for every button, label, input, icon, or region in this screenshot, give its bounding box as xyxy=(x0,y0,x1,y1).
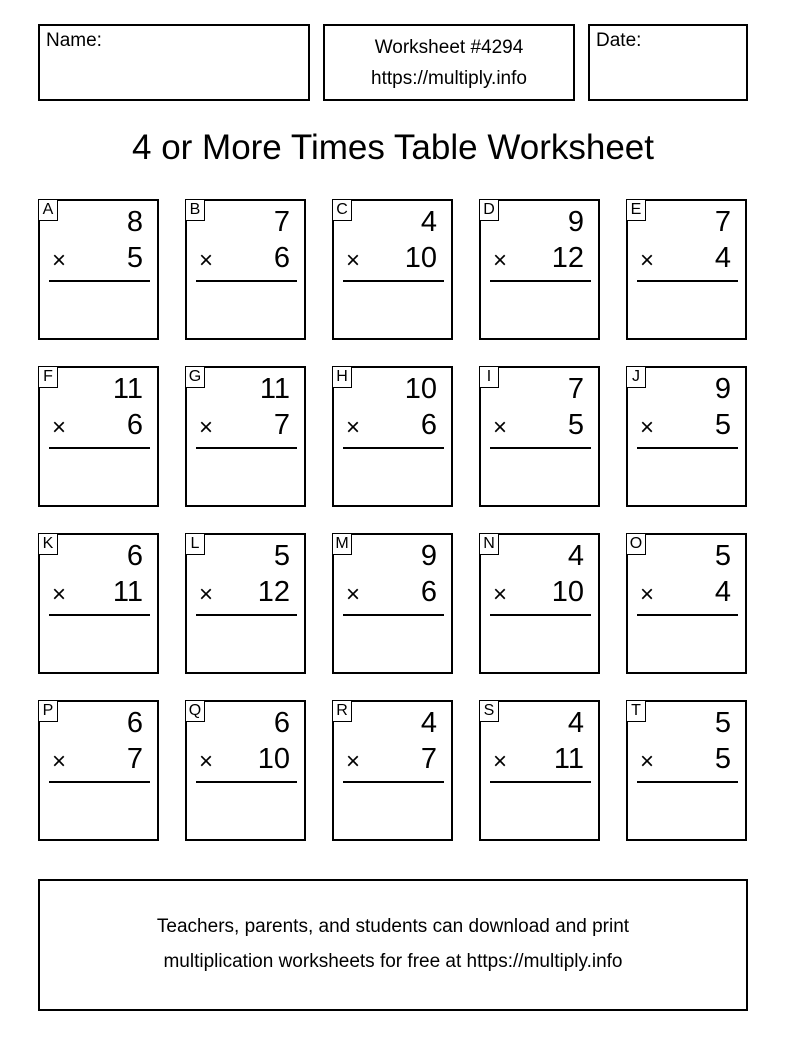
problem-multiplier: 5 xyxy=(126,242,143,274)
problem-letter: H xyxy=(332,366,352,388)
problem-multiplier: 10 xyxy=(551,576,584,608)
problem-letter: R xyxy=(332,700,352,722)
problem-multiplicand: 11 xyxy=(259,373,290,405)
multiply-sign: × xyxy=(346,247,361,274)
multiply-sign: × xyxy=(640,748,655,775)
answer-line xyxy=(49,614,150,616)
problem-multiplier: 10 xyxy=(257,743,290,775)
problem-letter: L xyxy=(185,533,205,555)
problem-card xyxy=(185,533,306,674)
problem-card xyxy=(332,366,453,507)
problem-letter: C xyxy=(332,199,352,221)
problem-letter: O xyxy=(626,533,646,555)
problem-multiplicand: 9 xyxy=(714,373,731,405)
multiply-sign: × xyxy=(52,247,67,274)
problem-letter: F xyxy=(38,366,58,388)
problem-multiplicand: 9 xyxy=(420,540,437,572)
multiply-sign: × xyxy=(493,414,508,441)
footer-text-line-2: multiplication worksheets for free at https://multiply.info xyxy=(163,951,623,972)
answer-line xyxy=(490,280,591,282)
problem-letter: G xyxy=(185,366,205,388)
answer-line xyxy=(637,781,738,783)
answer-line xyxy=(196,447,297,449)
problem-multiplicand: 7 xyxy=(714,206,731,238)
problem-card xyxy=(185,700,306,841)
footer-box xyxy=(38,879,748,1011)
answer-line xyxy=(49,447,150,449)
problem-card xyxy=(626,700,747,841)
worksheet-url: https://multiply.info xyxy=(371,68,527,89)
problem-card xyxy=(479,366,600,507)
multiply-sign: × xyxy=(640,581,655,608)
multiply-sign: × xyxy=(199,748,214,775)
worksheet-id: Worksheet #4294 xyxy=(374,37,524,58)
problem-multiplicand: 4 xyxy=(420,206,437,238)
answer-line xyxy=(343,781,444,783)
problem-multiplicand: 10 xyxy=(404,373,437,405)
problem-multiplier: 11 xyxy=(553,743,584,775)
problem-multiplicand: 6 xyxy=(126,707,143,739)
answer-line xyxy=(343,280,444,282)
problem-letter: A xyxy=(38,199,58,221)
multiply-sign: × xyxy=(640,247,655,274)
problem-multiplier: 11 xyxy=(112,576,143,608)
problem-card xyxy=(185,199,306,340)
answer-line xyxy=(637,280,738,282)
problem-multiplier: 5 xyxy=(714,743,731,775)
multiply-sign: × xyxy=(640,414,655,441)
answer-line xyxy=(49,280,150,282)
problem-letter: B xyxy=(185,199,205,221)
problem-multiplicand: 7 xyxy=(567,373,584,405)
problem-letter: M xyxy=(332,533,352,555)
problem-card xyxy=(38,199,159,340)
answer-line xyxy=(196,280,297,282)
problem-card xyxy=(332,533,453,674)
problem-multiplicand: 4 xyxy=(420,707,437,739)
multiply-sign: × xyxy=(52,581,67,608)
multiply-sign: × xyxy=(346,581,361,608)
problem-card xyxy=(479,199,600,340)
answer-line xyxy=(637,447,738,449)
problem-multiplier: 7 xyxy=(273,409,290,441)
problem-card xyxy=(626,199,747,340)
answer-line xyxy=(490,614,591,616)
problem-letter: E xyxy=(626,199,646,221)
multiply-sign: × xyxy=(346,414,361,441)
page-title: 4 or More Times Table Worksheet xyxy=(132,128,654,167)
answer-line xyxy=(343,614,444,616)
multiply-sign: × xyxy=(52,414,67,441)
problem-multiplicand: 8 xyxy=(126,206,143,238)
answer-line xyxy=(196,614,297,616)
problem-multiplicand: 6 xyxy=(273,707,290,739)
footer-text-line-1: Teachers, parents, and students can download and print xyxy=(156,916,630,937)
problem-multiplier: 12 xyxy=(551,242,584,274)
problem-multiplicand: 4 xyxy=(567,540,584,572)
problem-letter: T xyxy=(626,700,646,722)
problem-multiplier: 6 xyxy=(126,409,143,441)
problem-multiplier: 12 xyxy=(257,576,290,608)
problem-multiplicand: 5 xyxy=(273,540,290,572)
answer-line xyxy=(637,614,738,616)
problem-letter: I xyxy=(479,366,499,388)
problem-multiplier: 6 xyxy=(420,576,437,608)
problem-multiplier: 5 xyxy=(567,409,584,441)
problem-card xyxy=(38,700,159,841)
problem-card xyxy=(626,533,747,674)
multiply-sign: × xyxy=(199,247,214,274)
problem-card xyxy=(479,700,600,841)
problem-multiplicand: 7 xyxy=(273,206,290,238)
problem-letter: N xyxy=(479,533,499,555)
problem-letter: D xyxy=(479,199,499,221)
problem-multiplicand: 11 xyxy=(112,373,143,405)
multiply-sign: × xyxy=(493,581,508,608)
problem-letter: J xyxy=(626,366,646,388)
answer-line xyxy=(49,781,150,783)
multiply-sign: × xyxy=(199,414,214,441)
name-label: Name: xyxy=(46,30,102,51)
problem-multiplier: 6 xyxy=(420,409,437,441)
problem-card xyxy=(626,366,747,507)
problem-multiplicand: 4 xyxy=(567,707,584,739)
problem-multiplier: 4 xyxy=(714,242,731,274)
answer-line xyxy=(343,447,444,449)
problem-card xyxy=(38,366,159,507)
problem-multiplicand: 6 xyxy=(126,540,143,572)
multiply-sign: × xyxy=(493,247,508,274)
problem-multiplier: 10 xyxy=(404,242,437,274)
multiply-sign: × xyxy=(346,748,361,775)
answer-line xyxy=(490,781,591,783)
problem-multiplicand: 5 xyxy=(714,707,731,739)
problem-card xyxy=(185,366,306,507)
answer-line xyxy=(490,447,591,449)
multiply-sign: × xyxy=(52,748,67,775)
problem-letter: P xyxy=(38,700,58,722)
problem-multiplier: 7 xyxy=(126,743,143,775)
problem-letter: Q xyxy=(185,700,205,722)
problem-letter: K xyxy=(38,533,58,555)
problem-card xyxy=(38,533,159,674)
problem-card xyxy=(332,700,453,841)
multiply-sign: × xyxy=(493,748,508,775)
problem-multiplicand: 5 xyxy=(714,540,731,572)
answer-line xyxy=(196,781,297,783)
problem-multiplier: 5 xyxy=(714,409,731,441)
problem-card xyxy=(332,199,453,340)
problem-card xyxy=(479,533,600,674)
problem-multiplicand: 9 xyxy=(567,206,584,238)
problem-letter: S xyxy=(479,700,499,722)
multiply-sign: × xyxy=(199,581,214,608)
problem-multiplier: 7 xyxy=(420,743,437,775)
problem-multiplier: 6 xyxy=(273,242,290,274)
problem-multiplier: 4 xyxy=(714,576,731,608)
date-label: Date: xyxy=(596,30,642,51)
